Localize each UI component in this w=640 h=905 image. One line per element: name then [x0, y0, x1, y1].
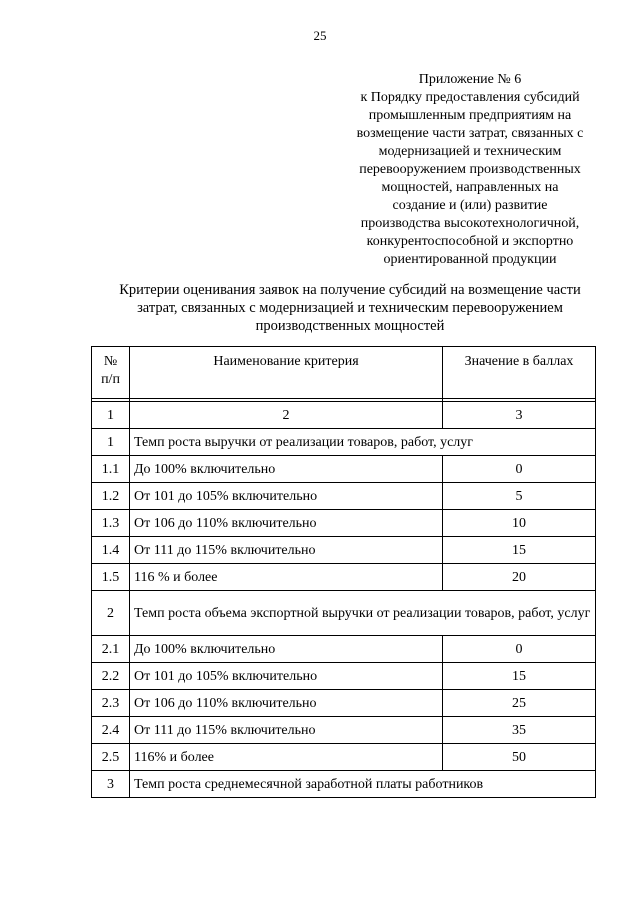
- criterion-value: 35: [443, 717, 596, 744]
- criteria-table: [91, 346, 596, 798]
- table-row: [92, 537, 596, 564]
- header-value: Значение в баллах: [443, 347, 596, 399]
- criterion-name: От 111 до 115% включительно: [130, 537, 443, 564]
- table-row: [92, 663, 596, 690]
- criterion-value: 10: [443, 510, 596, 537]
- criterion-value: 20: [443, 564, 596, 591]
- table-row: [92, 690, 596, 717]
- row-number: 2.2: [92, 663, 130, 690]
- title-line: Критерии оценивания заявок на получение субсидий на возмещение части: [119, 282, 581, 298]
- appendix-line: Приложение № 6: [418, 72, 522, 87]
- criterion-name: От 101 до 105% включительно: [130, 663, 443, 690]
- criterion-name: Темп роста среднемесячной заработной платы работников: [130, 771, 596, 798]
- criterion-name: От 111 до 115% включительно: [130, 717, 443, 744]
- row-number: 2.3: [92, 690, 130, 717]
- column-number: 3: [443, 402, 596, 429]
- criterion-name: Темп роста объема экспортной выручки от реализации товаров, работ, услуг: [130, 591, 596, 636]
- criterion-name: До 100% включительно: [130, 456, 443, 483]
- criteria-group-row: [92, 429, 596, 456]
- appendix-header: [300, 71, 640, 269]
- header-name: Наименование критерия: [130, 347, 443, 399]
- criterion-value: 15: [443, 537, 596, 564]
- column-number: 1: [92, 402, 130, 429]
- row-number: 1.4: [92, 537, 130, 564]
- appendix-line: перевооружением производственных: [359, 162, 581, 177]
- table-row: [92, 456, 596, 483]
- table-row: [92, 483, 596, 510]
- title-line: производственных мощностей: [255, 318, 445, 334]
- row-number: 1.3: [92, 510, 130, 537]
- row-number: 2.5: [92, 744, 130, 771]
- criterion-name: До 100% включительно: [130, 636, 443, 663]
- row-number: 2: [92, 591, 130, 636]
- criterion-value: 5: [443, 483, 596, 510]
- row-number: 1.5: [92, 564, 130, 591]
- criterion-value: 15: [443, 663, 596, 690]
- row-number: 3: [92, 771, 130, 798]
- column-numbering-row: [92, 402, 596, 429]
- table-row: [92, 636, 596, 663]
- document-title: [60, 281, 640, 335]
- appendix-line: модернизацией и техническим: [378, 144, 562, 159]
- criterion-name: От 101 до 105% включительно: [130, 483, 443, 510]
- table-header-row: [92, 347, 596, 399]
- appendix-line: мощностей, направленных на: [381, 180, 559, 195]
- criterion-value: 0: [443, 636, 596, 663]
- table-row: [92, 744, 596, 771]
- criterion-value: 25: [443, 690, 596, 717]
- appendix-line: возмещение части затрат, связанных с: [356, 126, 584, 141]
- criterion-value: 0: [443, 456, 596, 483]
- row-number: 1.1: [92, 456, 130, 483]
- column-number: 2: [130, 402, 443, 429]
- appendix-line: ориентированной продукции: [383, 252, 557, 267]
- row-number: 2.4: [92, 717, 130, 744]
- criterion-name: От 106 до 110% включительно: [130, 510, 443, 537]
- row-number: 2.1: [92, 636, 130, 663]
- header-num-line1: №: [103, 354, 118, 369]
- appendix-line: производства высокотехнологичной,: [360, 216, 580, 231]
- criterion-name: От 106 до 110% включительно: [130, 690, 443, 717]
- row-number: 1: [92, 429, 130, 456]
- criterion-name: 116 % и более: [130, 564, 443, 591]
- appendix-line: конкурентоспособной и экспортно: [366, 234, 574, 249]
- appendix-line: создание и (или) развитие: [392, 198, 548, 213]
- appendix-line: промышленным предприятиям на: [368, 108, 572, 123]
- appendix-line: к Порядку предоставления субсидий: [360, 90, 580, 105]
- table-row: [92, 510, 596, 537]
- criterion-name: 116% и более: [130, 744, 443, 771]
- criterion-value: 50: [443, 744, 596, 771]
- header-num-line2: п/п: [101, 372, 120, 387]
- page-number: 25: [313, 28, 327, 43]
- table-row: [92, 717, 596, 744]
- table-row: [92, 564, 596, 591]
- criteria-group-row: [92, 591, 596, 636]
- row-number: 1.2: [92, 483, 130, 510]
- criteria-group-row: [92, 771, 596, 798]
- header-num: [92, 347, 130, 399]
- title-line: затрат, связанных с модернизацией и техническим перевооружением: [137, 300, 563, 316]
- criterion-name: Темп роста выручки от реализации товаров, работ, услуг: [130, 429, 596, 456]
